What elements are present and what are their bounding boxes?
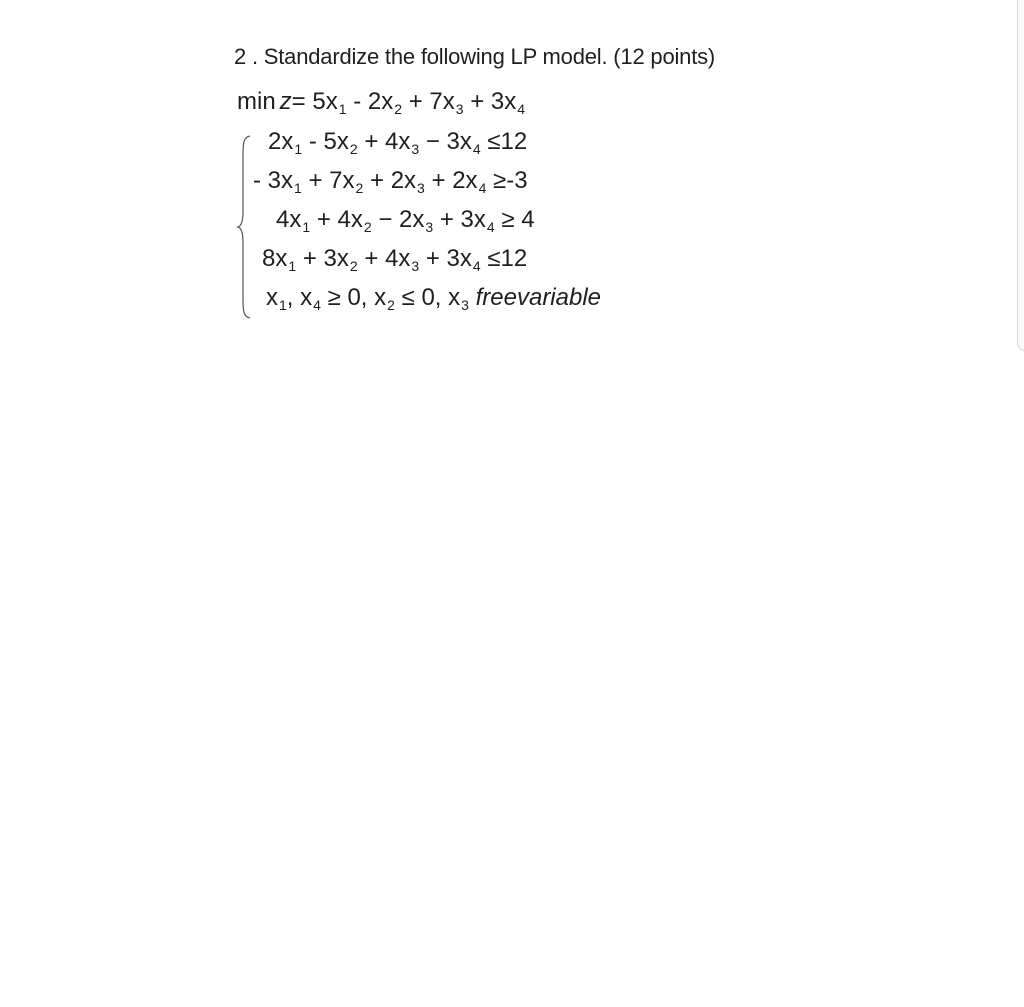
operator: -: [308, 128, 317, 155]
subscript: 3: [425, 219, 434, 235]
term: 3x: [460, 206, 486, 233]
relation: ≥: [493, 167, 507, 194]
relation: ≤: [487, 245, 501, 272]
subscript: 3: [417, 180, 425, 196]
term: 2x: [399, 206, 425, 233]
rhs: 4: [521, 206, 535, 233]
subscript: 2: [355, 180, 364, 196]
subscript: 4: [472, 258, 481, 274]
relation: ≤: [401, 284, 415, 311]
objective-var: z: [279, 88, 292, 115]
term: 3x: [490, 88, 517, 115]
relation: ≥: [327, 284, 341, 311]
subscript: 1: [338, 101, 347, 117]
subscript: 1: [302, 219, 311, 235]
rhs: 12: [500, 128, 528, 155]
term: 2x: [367, 88, 394, 115]
rhs: 12: [500, 245, 528, 272]
constraint-row-4: [262, 245, 527, 273]
relation: ≥: [501, 206, 515, 233]
var: x: [266, 284, 278, 311]
term: 4x: [385, 128, 411, 155]
term: 3x: [446, 128, 472, 155]
question-number: 2 .: [234, 44, 258, 69]
term: 4x: [337, 206, 363, 233]
scroll-edge[interactable]: [1017, 0, 1024, 351]
comma: ,: [286, 284, 294, 311]
question-heading: [234, 44, 715, 70]
subscript: 4: [478, 180, 487, 196]
term: 4x: [276, 206, 302, 233]
operator: +: [364, 245, 379, 272]
sign-conditions-row: [266, 284, 601, 312]
operator: +: [425, 245, 440, 272]
free-variable-label: freevariable: [475, 284, 602, 311]
operator: +: [316, 206, 331, 233]
operator: −: [378, 206, 393, 233]
constraint-row-3: [276, 206, 535, 234]
term: 8x: [262, 245, 288, 272]
rhs: -3: [506, 167, 528, 194]
operator: +: [302, 245, 317, 272]
operator: -: [353, 88, 362, 115]
var: x: [448, 284, 461, 311]
operator: +: [470, 88, 485, 115]
operator: +: [408, 88, 423, 115]
subscript: 3: [411, 258, 420, 274]
relation: ≤: [487, 128, 501, 155]
subscript: 2: [349, 258, 358, 274]
operator: +: [364, 128, 379, 155]
left-brace-icon: [236, 134, 254, 320]
operator: +: [308, 167, 323, 194]
subscript: 2: [349, 141, 358, 157]
term: 5x: [312, 88, 338, 115]
subscript: 2: [387, 297, 395, 313]
operator: +: [439, 206, 454, 233]
term: 7x: [429, 88, 455, 115]
question-text: Standardize the following LP model. (12 points): [263, 44, 716, 69]
constraint-row-1: [268, 128, 527, 156]
subscript: 4: [313, 297, 321, 313]
operator: +: [431, 167, 446, 194]
subscript: 4: [486, 219, 495, 235]
objective-eq: =: [291, 88, 306, 115]
constraint-row-2: [253, 167, 528, 195]
term: 7x: [329, 167, 355, 194]
subscript: 2: [394, 101, 403, 117]
operator: +: [370, 167, 385, 194]
subscript: 3: [461, 297, 469, 313]
term: 2x: [452, 167, 478, 194]
term: 2x: [390, 167, 417, 194]
rhs: 0,: [347, 284, 368, 311]
term: 3x: [323, 245, 349, 272]
var: x: [300, 284, 313, 311]
subscript: 3: [455, 101, 464, 117]
subscript: 1: [294, 180, 302, 196]
subscript: 1: [279, 297, 287, 313]
objective-prefix: min: [237, 88, 276, 115]
term: 5x: [323, 128, 349, 155]
term: 3x: [446, 245, 472, 272]
subscript: 2: [363, 219, 372, 235]
rhs: 0,: [421, 284, 442, 311]
var: x: [374, 284, 387, 311]
operator: −: [425, 128, 440, 155]
term: 2x: [268, 128, 294, 155]
term: - 3x: [253, 167, 294, 194]
term: 4x: [385, 245, 411, 272]
objective-function: [237, 88, 525, 116]
subscript: 1: [294, 141, 303, 157]
subscript: 3: [411, 141, 420, 157]
subscript: 4: [472, 141, 481, 157]
subscript: 4: [517, 101, 526, 117]
subscript: 1: [288, 258, 297, 274]
